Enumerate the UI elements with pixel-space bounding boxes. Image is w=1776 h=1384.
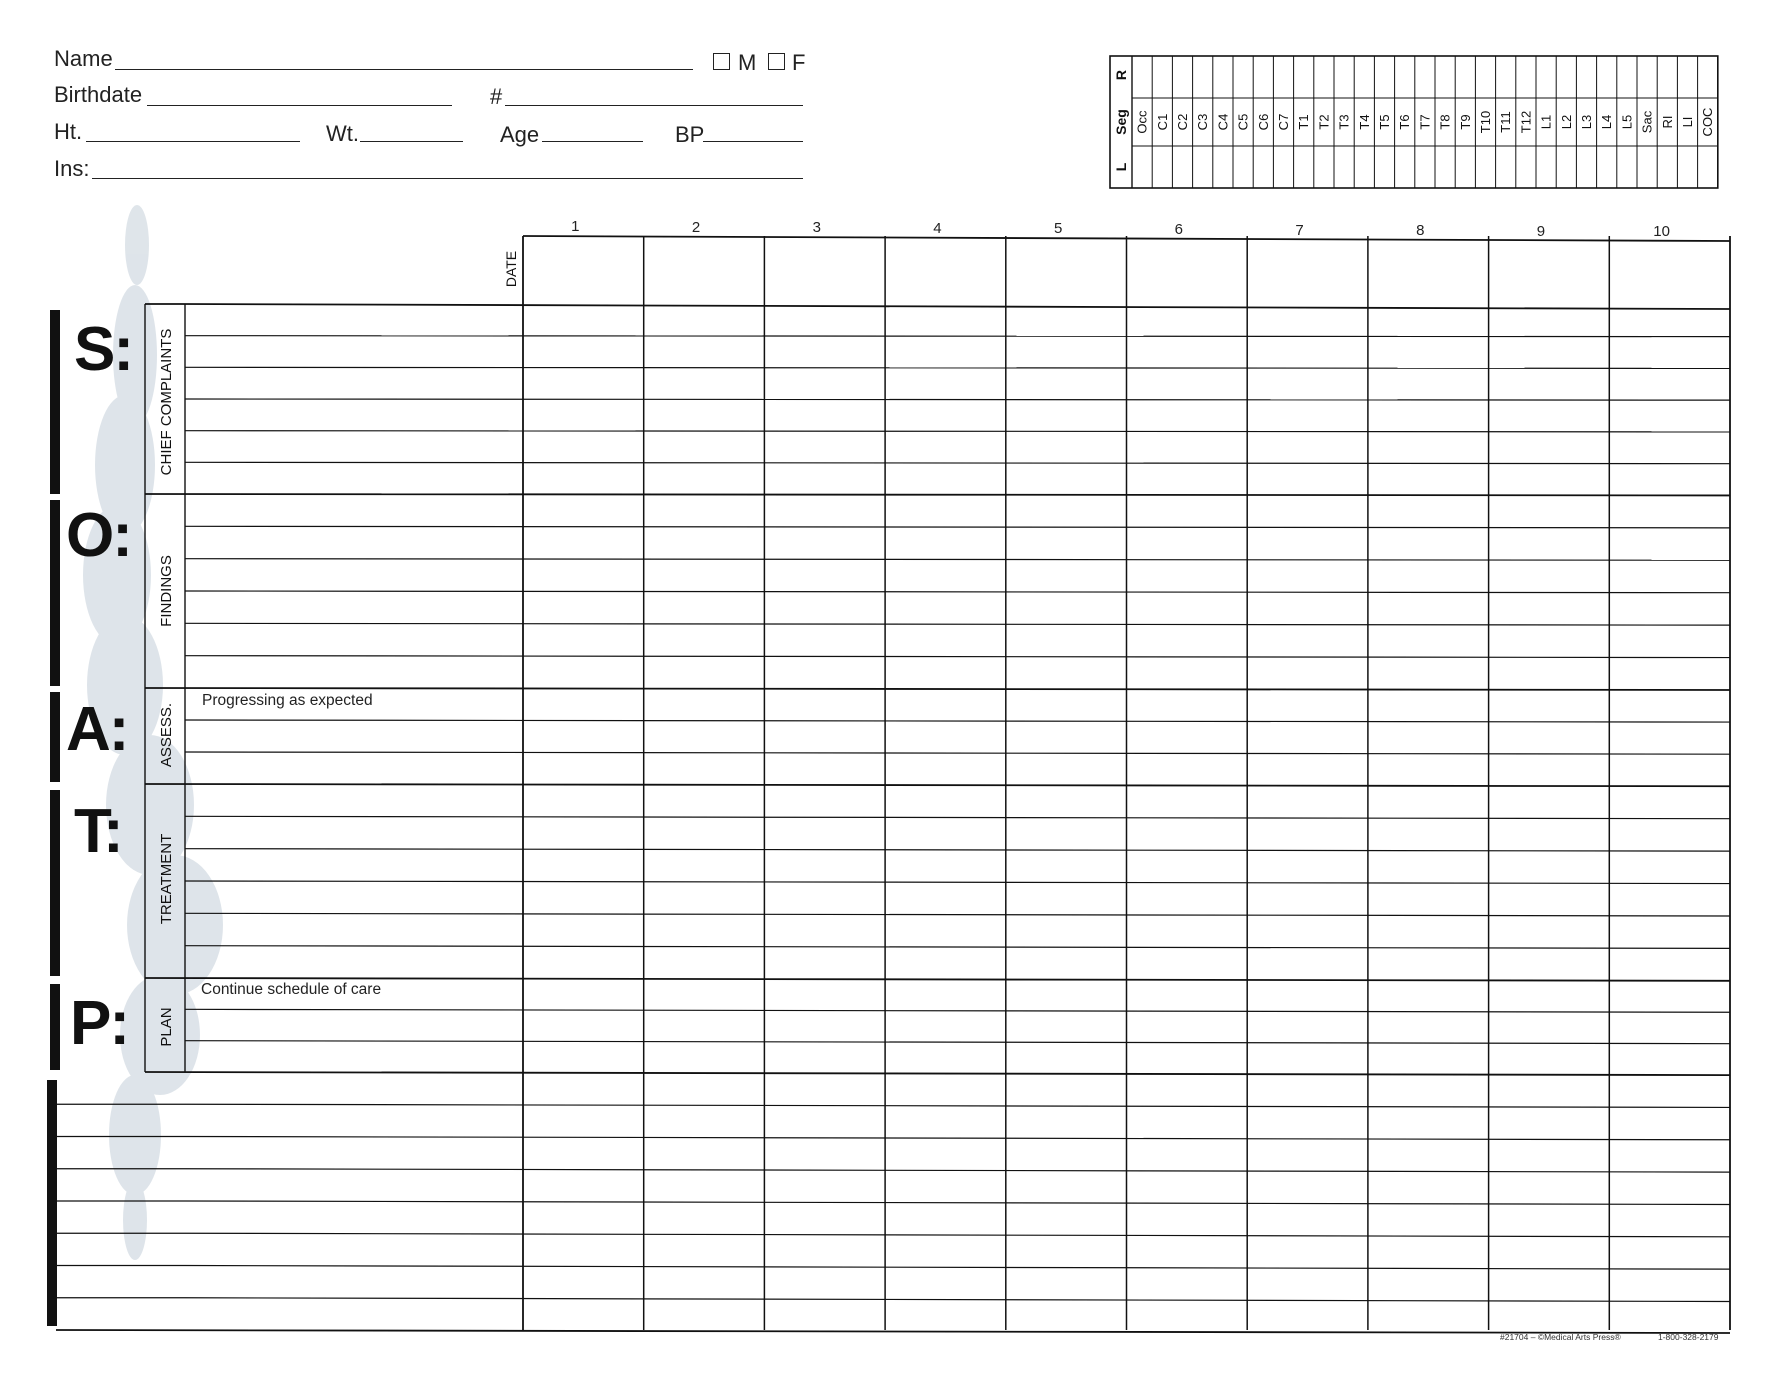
writing-row-line — [185, 1266, 1730, 1270]
objective-letter: O: — [66, 501, 131, 570]
plan-prefill-text: Continue schedule of care — [201, 981, 382, 998]
spine-segment-label: L5 — [1619, 114, 1635, 130]
writing-row-line — [185, 336, 1730, 337]
spine-segment-label: T7 — [1417, 114, 1433, 130]
subjective-letter: S: — [74, 315, 132, 384]
footer-form-number: #21704 – ©Medical Arts Press® — [1500, 1332, 1621, 1342]
plan-letter: P: — [70, 989, 128, 1058]
assessment-letter: A: — [66, 695, 128, 764]
name-label: Name — [54, 46, 113, 71]
weight-label: Wt. — [326, 121, 359, 146]
writing-row-line — [185, 656, 1730, 658]
writing-row-line — [185, 1233, 1730, 1237]
visit-column-number: 5 — [1053, 220, 1063, 238]
spine-segment-label: C2 — [1175, 113, 1190, 131]
spine-segment-label: T8 — [1437, 114, 1453, 130]
date-row-bottom-border — [180, 304, 1730, 309]
male-label: M — [738, 50, 757, 75]
age-label: Age — [500, 122, 540, 147]
chief-complaints-label: CHIEF COMPLAINTS — [158, 328, 175, 476]
spine-segment-label: RI — [1659, 115, 1675, 129]
writing-row-line — [185, 946, 1730, 949]
writing-row-line — [185, 816, 1730, 818]
height-label: Ht. — [54, 119, 83, 144]
spine-left-label: L — [1113, 162, 1129, 172]
assessment-prefill-text: Progressing as expected — [202, 692, 373, 709]
spine-segment-label: T2 — [1316, 114, 1332, 130]
visit-column-number: 7 — [1295, 221, 1304, 239]
bp-label: BP — [675, 122, 705, 147]
visit-column-number: 4 — [933, 219, 942, 237]
writing-row-line — [185, 1041, 1730, 1044]
spine-segment-label: LI — [1680, 116, 1695, 128]
writing-row-line — [185, 526, 1730, 528]
writing-row-line — [185, 623, 1730, 625]
insurance-label: Ins: — [54, 156, 90, 181]
writing-row-line — [185, 1009, 1730, 1012]
spine-segment-label: C6 — [1255, 113, 1271, 131]
notes-section-bar — [47, 1080, 57, 1326]
writing-row-line — [185, 881, 1730, 884]
spine-segment-label: L1 — [1538, 114, 1554, 130]
spine-segment-label: Sac — [1639, 110, 1655, 134]
assess-label: ASSESS. — [158, 702, 175, 768]
spine-segment-label: C4 — [1215, 113, 1231, 131]
spine-segment-label: T11 — [1498, 111, 1514, 133]
visit-column-number: 3 — [812, 219, 821, 237]
id-number-label: # — [490, 84, 503, 109]
spine-segment-label: C7 — [1276, 113, 1291, 131]
birthdate-label: Birthdate — [54, 82, 143, 107]
writing-row-line — [185, 559, 1730, 561]
writing-row-line — [185, 849, 1730, 851]
visit-column-number: 1 — [571, 218, 580, 235]
grid-bottom-border — [56, 1330, 1730, 1333]
plan-label: PLAN — [158, 1007, 175, 1047]
spine-segment-label: T5 — [1377, 114, 1392, 130]
date-label: DATE — [503, 250, 519, 288]
spine-right-label: R — [1113, 69, 1129, 81]
writing-row-line — [185, 1169, 1730, 1172]
visit-column-number: 2 — [691, 218, 701, 236]
a-section-bar — [50, 692, 60, 782]
spine-segment-label: T9 — [1457, 114, 1473, 130]
writing-row-line — [185, 720, 1730, 722]
section-divider — [145, 688, 1730, 690]
treatment-letter: T: — [74, 797, 122, 866]
spine-segment-label: C3 — [1195, 113, 1211, 131]
spine-segment-label: T12 — [1518, 110, 1534, 134]
section-divider — [145, 978, 1730, 981]
spine-segment-label: C5 — [1235, 113, 1251, 131]
visit-column-number: 8 — [1416, 222, 1425, 240]
footer-phone: 1-800-328-2179 — [1658, 1332, 1719, 1342]
spine-segment-label: T3 — [1336, 114, 1352, 130]
section-divider — [145, 1072, 1730, 1075]
writing-row-line — [185, 1104, 1730, 1107]
writing-row-line — [185, 752, 1730, 754]
spine-segment-label: T4 — [1356, 114, 1372, 130]
findings-label: FINDINGS — [158, 555, 175, 627]
spine-segment-label: L2 — [1558, 114, 1574, 130]
writing-row-line — [185, 1298, 1730, 1302]
treatment-label: TREATMENT — [158, 833, 175, 925]
writing-row-line — [185, 399, 1730, 400]
writing-row-line — [185, 367, 1730, 368]
o-section-bar — [50, 500, 60, 686]
writing-row-line — [185, 1137, 1730, 1140]
writing-row-line — [185, 1201, 1730, 1204]
visit-column-number: 9 — [1536, 222, 1546, 240]
visit-column-number: 6 — [1174, 221, 1184, 238]
t-section-bar — [50, 790, 60, 976]
spine-segment-label: T10 — [1478, 110, 1493, 134]
spine-segment-label: T6 — [1397, 114, 1413, 130]
female-label: F — [792, 50, 806, 75]
spine-segment-label: L3 — [1579, 114, 1594, 130]
spine-segment-label: L4 — [1599, 114, 1615, 130]
p-section-bar — [50, 984, 60, 1070]
spine-segment-label: C1 — [1154, 113, 1170, 131]
spine-seg-label: Seg — [1113, 109, 1129, 135]
spine-segment-label: Occ — [1134, 110, 1150, 134]
writing-row-line — [185, 462, 1730, 463]
spine-segment-label: COC — [1700, 107, 1716, 137]
writing-row-line — [185, 591, 1730, 593]
s-section-bar — [50, 310, 60, 494]
section-divider — [145, 784, 1730, 786]
visit-column-number: 10 — [1653, 223, 1670, 241]
spine-segment-label: T1 — [1296, 114, 1312, 130]
writing-row-line — [185, 431, 1730, 432]
section-divider — [145, 494, 1730, 495]
writing-row-line — [185, 913, 1730, 916]
